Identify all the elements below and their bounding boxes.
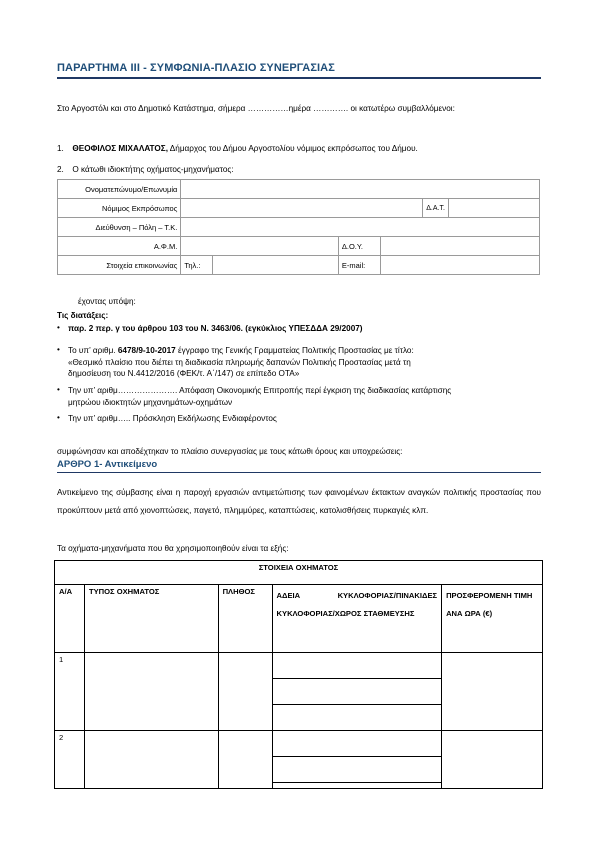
owner-row-address: [58, 218, 540, 237]
bullet-2-line-2: «Θεσμικό πλαίσιο που διέπει τη διαδικασία πληρωμής δαπανών Πολιτικής Προστασίας μετά τη: [68, 357, 411, 367]
intro-paragraph: Στο Αργοστόλι και στο Δημοτικό Κατάστημα, σήμερα ……………ημέρα …………. οι κατωτέρω συμβαλλόμενοι:: [57, 104, 455, 113]
afm-field[interactable]: [181, 237, 339, 256]
doy-field[interactable]: [380, 237, 539, 256]
dat-field[interactable]: [448, 199, 539, 218]
vehicle-row-1-permit-c[interactable]: [272, 705, 442, 731]
party-1-number: 1.: [57, 144, 64, 153]
bullet-3-text: [68, 385, 451, 408]
owner-row-contact: [58, 256, 540, 275]
party-1-role: Δήμαρχος του Δήμου Αργοστολίου νόμιμος εκπρόσωπος του Δήμου.: [167, 144, 418, 153]
col-price-header: ΠΡΟΣΦΕΡΟΜΕΝΗ ΤΙΜΗ ΑΝΑ ΩΡΑ (€): [442, 585, 543, 653]
bullet-1-marker: •: [57, 323, 60, 332]
vehicles-intro: Τα οχήματα-μηχανήματα που θα χρησιμοποιηθούν είναι τα εξής:: [57, 544, 289, 553]
vehicle-table-title: ΣΤΟΙΧΕΙΑ ΟΧΗΜΑΤΟΣ: [55, 561, 543, 585]
owner-row-name: [58, 180, 540, 199]
bullet-2-rest: έγγραφο της Γενικής Γραμματείας Πολιτικής Προστασίας με τίτλο:: [175, 346, 414, 355]
owner-row-afm: [58, 237, 540, 256]
vehicle-row-1-number: 1: [55, 653, 85, 731]
vehicle-row-2-permit-a[interactable]: [272, 731, 442, 757]
vehicle-row-2-permit-b[interactable]: [272, 757, 442, 783]
vehicle-table-header-row: [55, 585, 543, 653]
page-heading: ΠΑΡΑΡΤΗΜΑ III - ΣΥΜΦΩΝΙΑ-ΠΛΑΣΙΟ ΣΥΝΕΡΓΑΣΙΑΣ: [57, 62, 335, 74]
bullet-2-line-3: δημοσίευση του Ν.4412/2016 (ΦΕΚ/τ. Α΄/147) σε επίπεδο ΟΤΑ»: [68, 369, 300, 378]
vehicle-row-1-price[interactable]: [442, 653, 543, 731]
article-1-title: ΑΡΘΡΟ 1- Αντικείμενο: [57, 459, 158, 470]
vehicle-row-2-price[interactable]: [442, 731, 543, 789]
address-field[interactable]: [181, 218, 540, 237]
agreement-text: συμφώνησαν και αποδέχτηκαν το πλαίσιο συνεργασίας με τους κάτωθι όρους και υποχρεώσεις:: [57, 447, 403, 456]
heading-divider: [57, 77, 541, 79]
owner-details-table: [57, 179, 540, 275]
vehicle-table: [54, 560, 543, 789]
party-2: [57, 164, 234, 176]
legal-rep-field[interactable]: [181, 199, 423, 218]
considering-text: έχοντας υπόψη:: [78, 297, 136, 306]
vehicle-row-2-number: 2: [55, 731, 85, 789]
bullet-3-line-2: μητρώου ιδιοκτητών μηχανημάτων-οχημάτων: [68, 397, 233, 407]
bullet-2-marker: •: [57, 345, 60, 354]
address-label: Διεύθυνση – Πόλη – Τ.Κ.: [58, 218, 181, 237]
party-1: [57, 143, 418, 155]
party-2-text: Ο κάτωθι ιδιοκτήτης οχήματος-μηχανήματος:: [72, 165, 234, 174]
party-2-number: 2.: [57, 165, 64, 174]
vehicle-row-1-type[interactable]: [84, 653, 218, 731]
vehicle-row-2-permit-c[interactable]: [272, 783, 442, 789]
bullet-2-prefix: Το υπ’ αριθμ.: [68, 346, 118, 355]
vehicle-row-2-type[interactable]: [84, 731, 218, 789]
article-1-divider: [57, 472, 541, 473]
col-qty-header: ΠΛΗΘΟΣ: [218, 585, 272, 653]
vehicle-row-2-qty[interactable]: [218, 731, 272, 789]
bullet-2-doc-number: 6478/9-10-2017: [117, 346, 176, 355]
contact-label: Στοιχεία επικοινωνίας: [58, 256, 181, 275]
col-permit-header: ΑΔΕΙΑ ΚΥΚΛΟΦΟΡΙΑΣ/ΠΙΝΑΚΙΔΕΣ ΚΥΚΛΟΦΟΡΙΑΣ/ΧΩΡΟΣ ΣΤΑΘΜΕΥΣΗΣ: [272, 585, 442, 653]
vehicle-row-1-permit-a[interactable]: [272, 653, 442, 679]
bullet-3-marker: •: [57, 385, 60, 394]
vehicle-row-1-permit-b[interactable]: [272, 679, 442, 705]
vehicle-row-2: [55, 731, 543, 757]
owner-row-rep: [58, 199, 540, 218]
vehicle-table-title-row: [55, 561, 543, 585]
bullet-2-text: [68, 345, 414, 380]
doy-label: Δ.Ο.Υ.: [338, 237, 380, 256]
col-type-header: ΤΥΠΟΣ ΟΧΗΜΑΤΟΣ: [84, 585, 218, 653]
legal-rep-label: Νόμιμος Εκπρόσωπος: [58, 199, 181, 218]
email-label: E-mail:: [338, 256, 380, 275]
dat-label: Δ.Α.Τ.: [423, 199, 449, 218]
article-1-body: Αντικείμενο της σύμβασης είναι η παροχή εργασιών αντιμετώπισης των φαινομένων έκτακτων αναγκών πολιτικής προστασίας που προκύπτουν μετά από χιονοπτώσεις, παγετό, πλημμύρες, καταπτώσεις, κατολισθήσεις πυρκαγιές κλπ.: [57, 488, 541, 515]
vehicle-row-1-qty[interactable]: [218, 653, 272, 731]
bullet-3-line-1: Την υπ’ αριθμ…………………. Απόφαση Οικονομικής Επιτροπής περί έγκριση της διαδικασίας κατάρτισης: [68, 386, 452, 395]
phone-field[interactable]: [213, 256, 339, 275]
bullet-4-text: Την υπ’ αριθμ….. Πρόσκληση Εκδήλωσης Ενδιαφέροντος: [68, 414, 277, 423]
owner-name-field[interactable]: [181, 180, 540, 199]
phone-label: Τηλ.:: [181, 256, 213, 275]
owner-name-label: Ονοματεπώνυμο/Επωνυμία: [58, 180, 181, 199]
email-field[interactable]: [380, 256, 539, 275]
provisions-title: Τις διατάξεις:: [57, 311, 109, 320]
col-aa-header: Α/Α: [55, 585, 85, 653]
vehicle-row-1: [55, 653, 543, 679]
bullet-4-marker: •: [57, 413, 60, 422]
party-1-name: ΘΕΟΦΙΛΟΣ ΜΙΧΑΛΑΤΟΣ,: [72, 144, 168, 153]
bullet-1-text: παρ. 2 περ. γ του άρθρου 103 του Ν. 3463/06. (εγκύκλιος ΥΠΕΣΔΔΑ 29/2007): [68, 324, 363, 333]
afm-label: Α.Φ.Μ.: [58, 237, 181, 256]
